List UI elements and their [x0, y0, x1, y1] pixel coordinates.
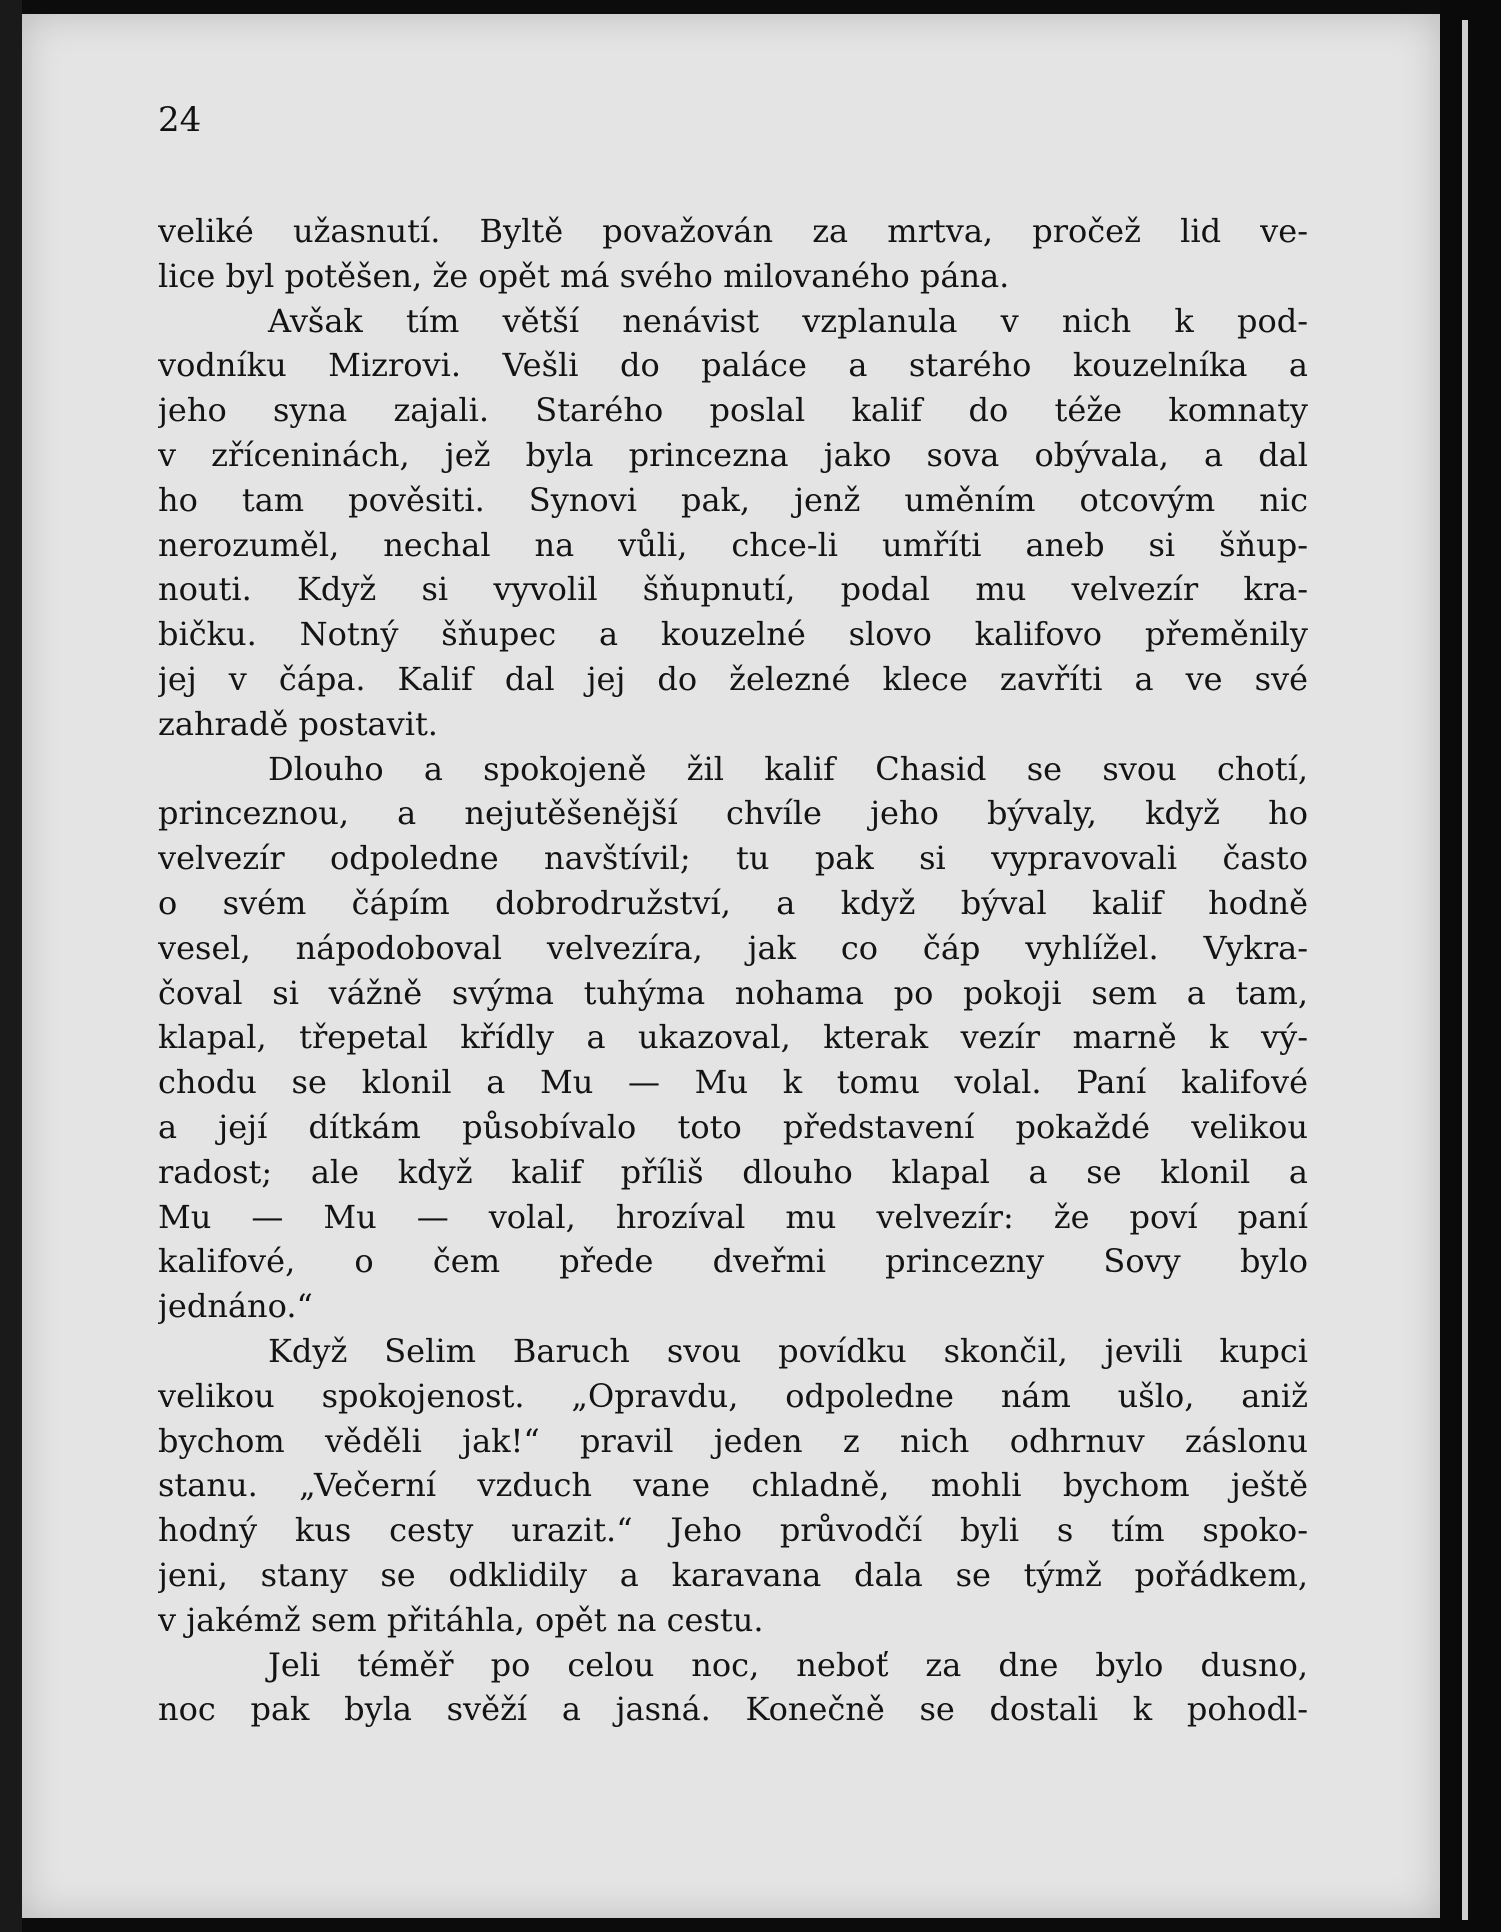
text-line: jednáno.“	[158, 1287, 313, 1326]
text-line: stanu. „Večerní vzduch vane chladně, mohli bychom ještě	[158, 1466, 1308, 1505]
text-line: Jeli téměř po celou noc, neboť za dne bylo dusno,	[268, 1645, 1308, 1684]
text-line: Avšak tím větší nenávist vzplanula v nich k pod-	[268, 301, 1308, 340]
text-line: Mu — Mu — volal, hrozíval mu velvezír: že poví paní	[158, 1197, 1308, 1236]
text-line: jej v čápa. Kalif dal jej do železné klece zavříti a ve své	[158, 659, 1308, 698]
text-line: noc pak byla svěží a jasná. Konečně se dostali k pohodl-	[158, 1690, 1308, 1729]
text-line: v zříceninách, jež byla princezna jako sova obývala, a dal	[158, 435, 1308, 474]
text-line: vesel, nápodoboval velvezíra, jak co čáp vyhlížel. Vykra-	[158, 928, 1308, 967]
text-line: nouti. Když si vyvolil šňupnutí, podal mu velvezír kra-	[158, 570, 1308, 609]
text-line: klapal, třepetal křídly a ukazoval, kterak vezír marně k vý-	[158, 1018, 1308, 1057]
text-line: hodný kus cesty urazit.“ Jeho průvodčí byli s tím spoko-	[158, 1511, 1308, 1550]
text-line: jeho syna zajali. Starého poslal kalif do téže komnaty	[158, 391, 1308, 430]
book-binding-edge	[0, 0, 22, 1932]
text-line: vodníku Mizrovi. Vešli do paláce a starého kouzelníka a	[158, 346, 1308, 385]
text-line: v jakémž sem přitáhla, opět na cestu.	[158, 1600, 764, 1639]
text-line: a její dítkám působívalo toto představení pokaždé velikou	[158, 1107, 1308, 1146]
text-line: princeznou, a nejutěšenější chvíle jeho bývaly, když ho	[158, 794, 1308, 833]
page-number: 24	[158, 100, 202, 140]
text-line: lice byl potěšen, že opět má svého milovaného pána.	[158, 256, 1010, 295]
text-line: Když Selim Baruch svou povídku skončil, jevili kupci	[268, 1331, 1308, 1370]
text-line: ho tam pověsiti. Synovi pak, jenž uměním otcovým nic	[158, 480, 1308, 519]
text-line: velvezír odpoledne navštívil; tu pak si vypravovali často	[158, 839, 1308, 878]
text-line: jeni, stany se odklidily a karavana dala se týmž pořádkem,	[158, 1555, 1308, 1594]
text-line: čoval si vážně svýma tuhýma nohama po pokoji sem a tam,	[158, 973, 1308, 1012]
text-line: kalifové, o čem přede dveřmi princezny Sovy bylo	[158, 1242, 1308, 1281]
text-line: veliké užasnutí. Byltě považován za mrtva, pročež lid ve-	[158, 212, 1308, 250]
page-right-margin-dark	[1440, 0, 1501, 1932]
text-line: o svém čápím dobrodružství, a když býval kalif hodně	[158, 883, 1308, 922]
text-line: radost; ale když kalif příliš dlouho klapal a se klonil a	[158, 1152, 1308, 1191]
text-line: zahradě postavit.	[158, 704, 438, 743]
body-text	[158, 209, 1308, 1732]
next-page-edge	[1462, 20, 1468, 1920]
text-line: nerozuměl, nechal na vůli, chce-li umříti aneb si šňup-	[158, 525, 1308, 564]
text-line: bičku. Notný šňupec a kouzelné slovo kalifovo přeměnily	[158, 615, 1308, 654]
text-line: velikou spokojenost. „Opravdu, odpoledne nám ušlo, aniž	[158, 1376, 1308, 1415]
text-line: bychom věděli jak!“ pravil jeden z nich odhrnuv záslonu	[158, 1421, 1308, 1460]
text-line: chodu se klonil a Mu — Mu k tomu volal. Paní kalifové	[158, 1063, 1308, 1102]
text-line: Dlouho a spokojeně žil kalif Chasid se svou chotí,	[268, 749, 1308, 788]
